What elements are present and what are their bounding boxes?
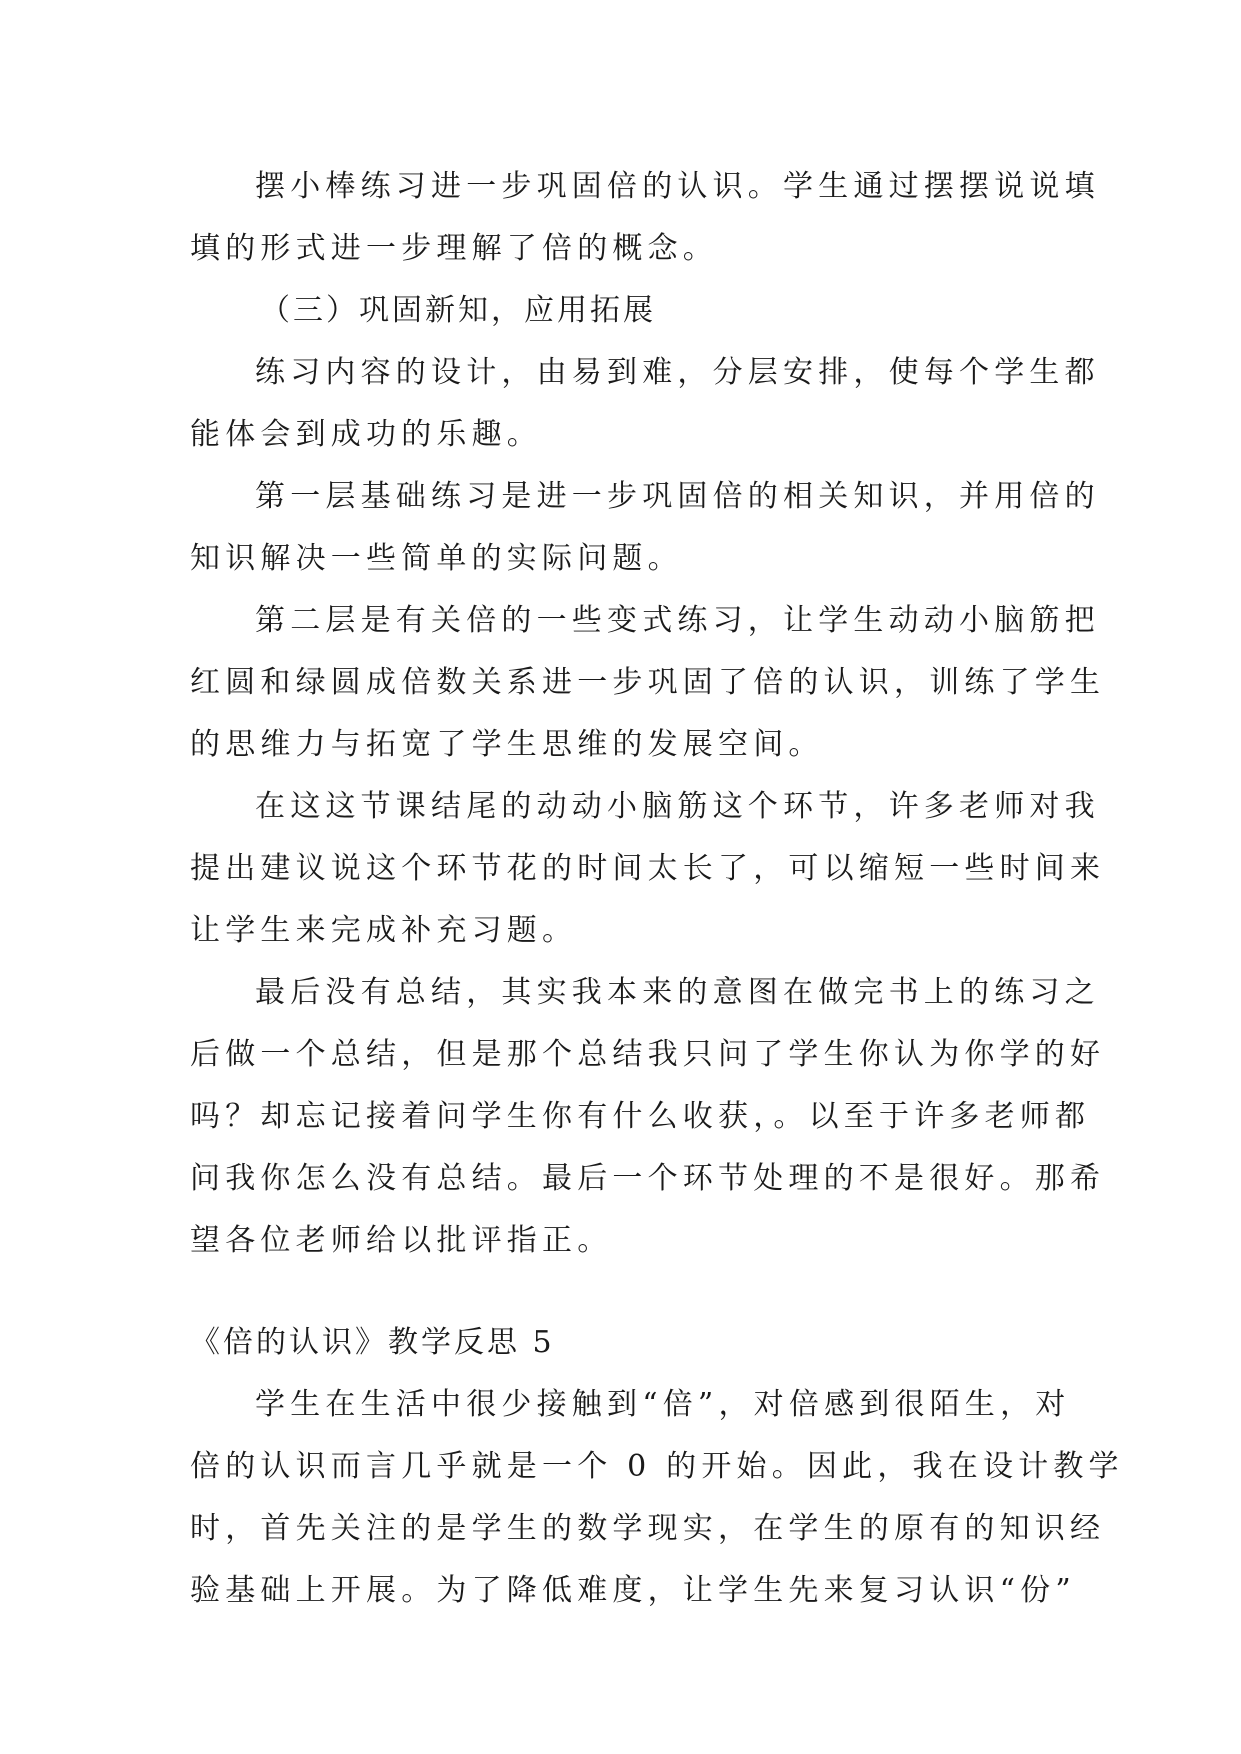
paragraph-line: 第二层是有关倍的一些变式练习，让学生动动小脑筋把 [255, 603, 1100, 638]
paragraph-line: 知识解决一些简单的实际问题。 [190, 541, 683, 576]
paragraph-line: 第一层基础练习是进一步巩固倍的相关知识，并用倍的 [255, 479, 1100, 514]
paragraph [190, 466, 1100, 590]
paragraph-line: 提出建议说这个环节花的时间太长了，可以缩短一些时间来 [190, 851, 1106, 886]
paragraph [190, 590, 1106, 776]
paragraph-line: 练习内容的设计，由易到难，分层安排，使每个学生都 [255, 355, 1100, 390]
subheading [190, 280, 1060, 342]
paragraph-line: 时，首先关注的是学生的数学现实，在学生的原有的知识经 [190, 1511, 1106, 1546]
paragraph-line: 吗？却忘记接着问学生你有什么收获，。以至于许多老师都 [190, 1099, 1091, 1134]
paragraph-line: 望各位老师给以批评指正。 [190, 1223, 613, 1258]
paragraph [190, 776, 1106, 962]
paragraph [190, 962, 1106, 1272]
paragraph-line: 摆小棒练习进一步巩固倍的认识。学生通过摆摆说说填 [255, 169, 1100, 204]
paragraph-line: 在这这节课结尾的动动小脑筋这个环节，许多老师对我 [255, 789, 1100, 824]
paragraph-line: 学生在生活中很少接触到“倍”，对倍感到很陌生，对 [255, 1387, 1071, 1422]
paragraph-line: 填的形式进一步理解了倍的概念。 [190, 231, 718, 266]
paragraph-line: 倍的认识而言几乎就是一个 0 的开始。因此，我在设计教学 [190, 1449, 1124, 1484]
paragraph-line: 问我你怎么没有总结。最后一个环节处理的不是很好。那希 [190, 1161, 1106, 1196]
paragraph-line: 最后没有总结，其实我本来的意图在做完书上的练习之 [255, 975, 1100, 1010]
paragraph-line: 后做一个总结，但是那个总结我只问了学生你认为你学的好 [190, 1037, 1106, 1072]
paragraph [190, 156, 1100, 280]
section-heading [190, 1312, 1060, 1374]
section-gap [190, 1272, 1060, 1312]
subheading-text: （三）巩固新知，应用拓展 [260, 293, 656, 328]
paragraph [190, 342, 1100, 466]
document-body [190, 156, 1124, 1622]
paragraph-line: 能体会到成功的乐趣。 [190, 417, 542, 452]
section-title: 《倍的认识》教学反思 5 [190, 1325, 555, 1360]
paragraph-line: 验基础上开展。为了降低难度，让学生先来复习认识“份” [190, 1573, 1076, 1608]
paragraph-line: 让学生来完成补充习题。 [190, 913, 578, 948]
paragraph [190, 1374, 1124, 1622]
paragraph-line: 红圆和绿圆成倍数关系进一步巩固了倍的认识，训练了学生 [190, 665, 1106, 700]
paragraph-line: 的思维力与拓宽了学生思维的发展空间。 [190, 727, 824, 762]
